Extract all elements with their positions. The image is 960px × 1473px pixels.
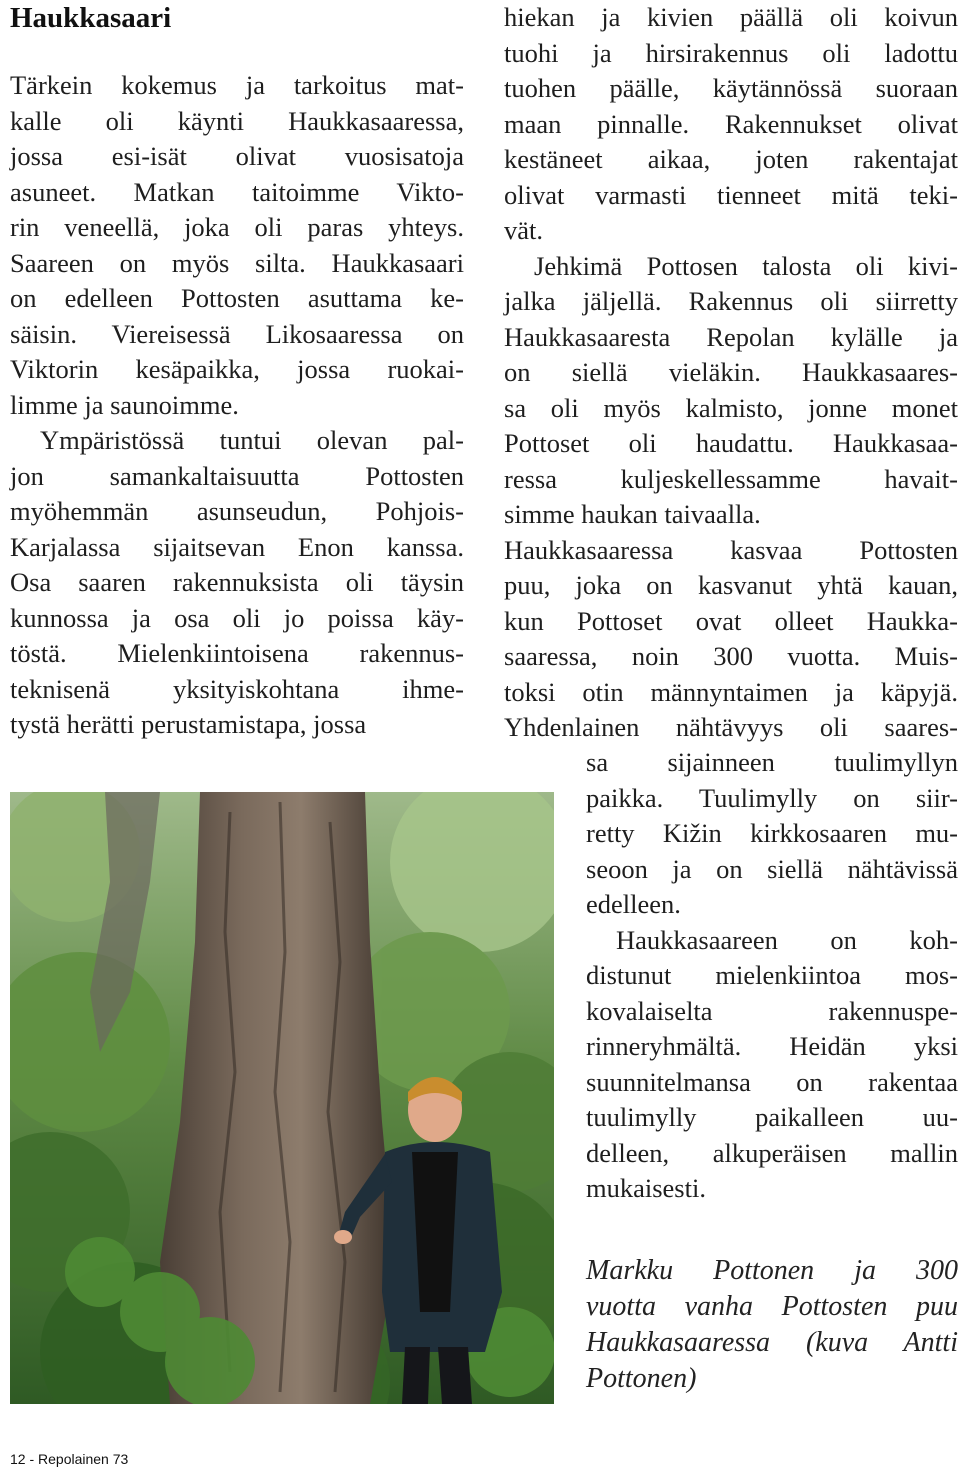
text-line: paikka. Tuulimylly on siir-: [586, 782, 958, 813]
text-line: simme haukan taivaalla.: [504, 499, 761, 529]
text-line: teknisenä yksityiskohtana ihme-: [10, 673, 464, 704]
text-line: distunut mielenkiintoa mos-: [586, 960, 958, 990]
text-line: tuohi ja hirsirakennus oli ladottu: [504, 37, 958, 68]
text-line: jalka jäljellä. Rakennus oli siirretty: [504, 286, 958, 316]
text-line: kun Pottoset ovat olleet Haukka-: [504, 605, 958, 636]
text-line: Pottoset oli haudattu. Haukkasaa-: [504, 428, 958, 458]
text-line: Haukkasaaresta Repolan kylälle ja: [504, 321, 958, 352]
text-line: jossa esi-isät olivat vuosisatoja: [10, 141, 464, 171]
text-line: sa sijainneen tuulimyllyn: [586, 747, 958, 777]
text-line: toksi otin männyntaimen ja käpyjä.: [504, 676, 958, 707]
text-line: säisin. Viereisessä Likosaaressa on: [10, 318, 464, 349]
text-line: kovalaiselta rakennuspe-: [586, 995, 958, 1026]
text-line: Haukkasaareen on koh-: [616, 924, 958, 955]
text-line: maan pinnalle. Rakennukset olivat: [504, 108, 958, 139]
page-footer: 12 - Repolainen 73: [10, 1451, 129, 1467]
text-line: sa oli myös kalmisto, jonne monet: [504, 392, 958, 423]
article-title: Haukkasaari: [10, 2, 172, 34]
text-line: Yhdenlainen nähtävyys oli saares-: [504, 712, 958, 742]
text-line: Ympäristössä tuntui olevan pal-: [40, 425, 464, 455]
text-line: töstä. Mielenkiintoisena rakennus-: [10, 638, 464, 668]
right-column-wrapped-text: [586, 745, 958, 1207]
text-line: on edelleen Pottosten asuttama ke-: [10, 283, 464, 313]
caption-line: Haukkasaaressa (kuva Antti: [586, 1327, 958, 1358]
text-line: kunnossa ja osa oli jo poissa käy-: [10, 602, 464, 633]
text-line: rinneryhmältä. Heidän yksi: [586, 1031, 958, 1061]
text-line: rin veneellä, joka oli paras yhteys.: [10, 212, 464, 242]
text-line: hiekan ja kivien päällä oli koivun: [504, 2, 958, 32]
text-line: tuohen päälle, käytännössä suoraan: [504, 73, 958, 103]
caption-line: Markku Pottonen ja 300: [586, 1255, 958, 1286]
photo-man-by-pine-tree: [10, 792, 554, 1404]
text-line: tystä herätti perustamistapa, jossa: [10, 709, 367, 739]
text-line: Saareen on myös silta. Haukkasaari: [10, 247, 464, 278]
text-line: Tärkein kokemus ja tarkoitus mat-: [10, 70, 464, 100]
photo-caption: [586, 1253, 958, 1397]
text-line: ressa kuljeskellessamme havait-: [504, 463, 958, 494]
right-column-text: [504, 0, 958, 746]
text-line: suunnitelmansa on rakentaa: [586, 1066, 958, 1097]
text-line: Viktorin kesäpaikka, jossa ruokai-: [10, 354, 464, 384]
left-column-text: [10, 68, 464, 743]
text-line: kestäneet aikaa, joten rakentajat: [504, 144, 958, 174]
text-line: saaressa, noin 300 vuotta. Muis-: [504, 641, 958, 671]
text-line: delleen, alkuperäisen mallin: [586, 1137, 958, 1168]
text-line: on siellä vieläkin. Haukkasaares-: [504, 357, 958, 387]
text-line: retty Kižin kirkkosaaren mu-: [586, 818, 958, 848]
text-line: myöhemmän asunseudun, Pohjois-: [10, 496, 464, 526]
text-line: Karjalassa sijaitsevan Enon kanssa.: [10, 531, 464, 562]
text-line: edelleen.: [586, 889, 681, 919]
text-line: Osa saaren rakennuksista oli täysin: [10, 567, 464, 597]
text-line: puu, joka on kasvanut yhtä kauan,: [504, 570, 958, 600]
text-line: seoon ja on siellä nähtävissä: [586, 853, 958, 884]
text-line: kalle oli käynti Haukkasaaressa,: [10, 105, 464, 136]
text-line: jon samankaltaisuutta Pottosten: [10, 460, 464, 491]
caption-line: vuotta vanha Pottosten puu: [586, 1291, 958, 1322]
text-line: Haukkasaaressa kasvaa Pottosten: [504, 534, 958, 565]
text-line: olivat varmasti tienneet mitä teki-: [504, 179, 958, 210]
text-line: asuneet. Matkan taitoimme Vikto-: [10, 176, 464, 207]
text-line: mukaisesti.: [586, 1173, 706, 1203]
text-line: Jehkimä Pottosen talosta oli kivi-: [534, 250, 958, 281]
text-line: tuulimylly paikalleen uu-: [586, 1102, 958, 1132]
text-line: vät.: [504, 215, 543, 245]
caption-line: Pottonen): [586, 1363, 697, 1394]
text-line: limme ja saunoimme.: [10, 389, 239, 420]
